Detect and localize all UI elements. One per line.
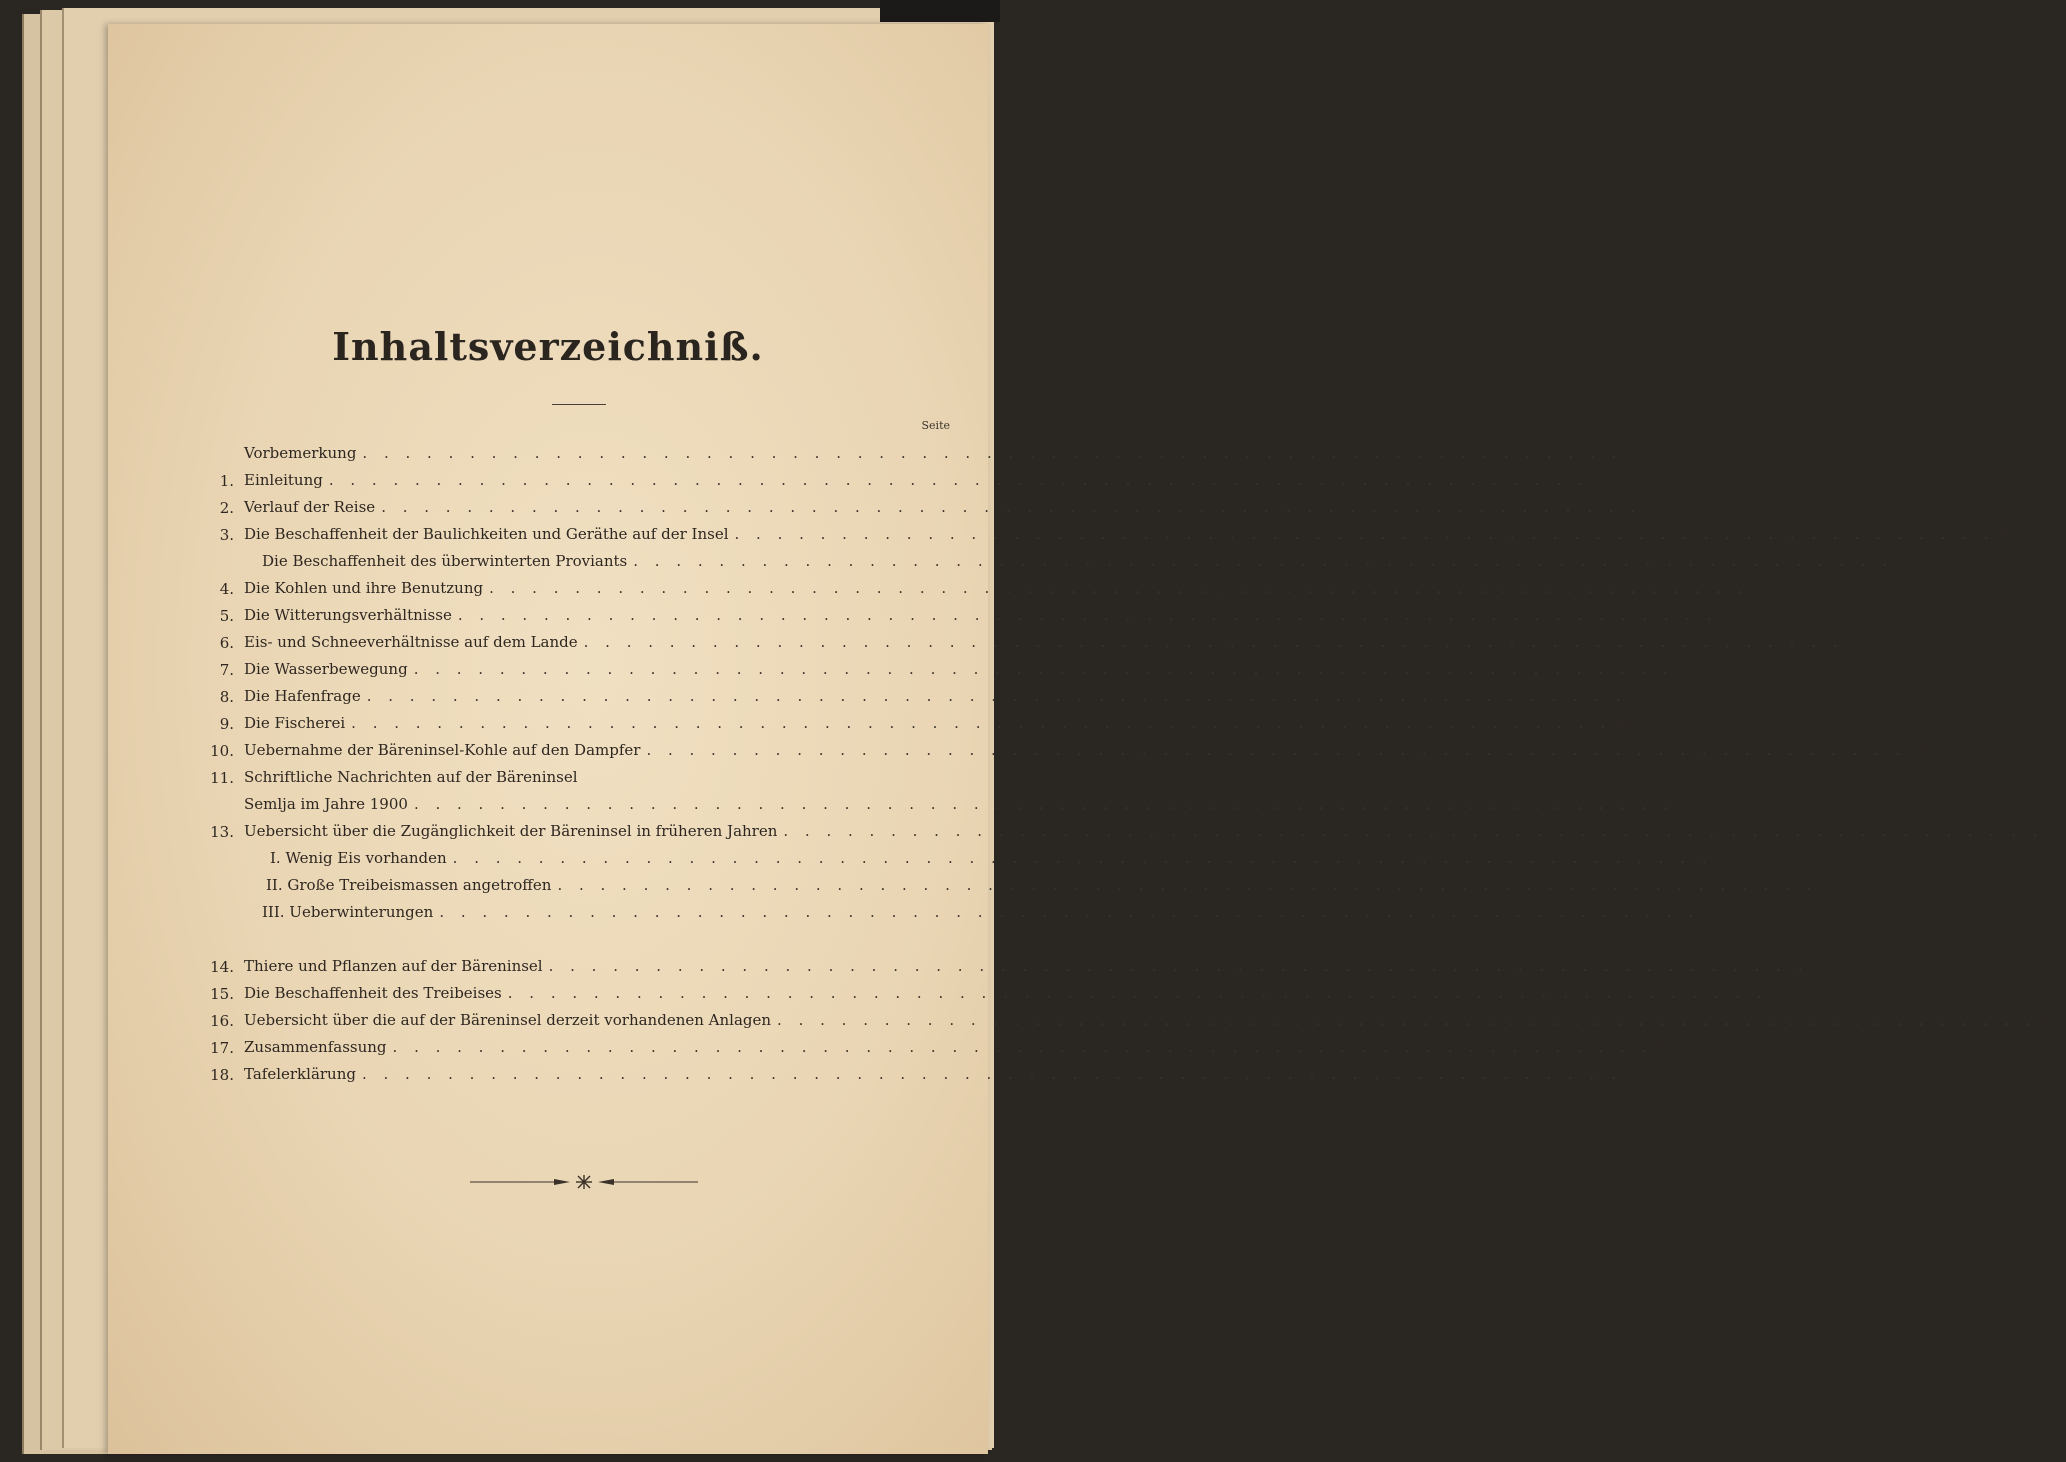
- leader-dots: . . . . . . . . . . . . . . . . . . . . . . . . . . . . . . . . . . . . . . . . . . . . . . . . . . . . . . . . . . .: [413, 660, 1674, 678]
- toc-entry-label: Die Fischerei: [244, 714, 346, 732]
- toc-entry: [244, 1038, 1676, 1064]
- leader-dots: . . . . . . . . . . . . . . . . . . . . . . . . . . . . . . . . . . . . . . . . . . . . . . . . . . . . . . . . . . .: [362, 444, 1623, 462]
- toc-entry-page: 24: [1615, 714, 1635, 732]
- toc-entry-label: Semlja im Jahre 1900: [244, 795, 408, 813]
- toc-entry-number: 7.: [219, 661, 234, 679]
- toc-subentry: [262, 903, 1723, 929]
- toc-entry-page: 47: [1625, 1065, 1645, 1083]
- toc-entry-page: 42: [1771, 984, 1791, 1002]
- toc-entry-page: 21: [1677, 660, 1697, 678]
- toc-subentry: [266, 876, 1841, 902]
- toc-entry-label: Vorbemerkung: [244, 444, 357, 462]
- leader-dots: . . . . . . . . . . . . . . . . . . . . . . . . . . . . . . . . . . . . . . . . . . . . . . . . . . . . . . . . . . .: [457, 606, 1718, 624]
- toc-entry: [244, 1011, 2061, 1037]
- toc-entry-page: 27: [1677, 795, 1697, 813]
- toc-entry-label: Eis- und Schneeverhältnisse auf dem Lande: [244, 633, 578, 651]
- toc-entry-number: 6.: [219, 634, 234, 652]
- leader-dots: . . . . . . . . . . . . . . . . . . . . . . . . . . . . . . . . . . . . . . . . . . . . . . . . . . . . . . . . . . .: [548, 957, 1809, 975]
- toc-entry-label: Die Kohlen und ihre Benutzung: [244, 579, 484, 597]
- toc-entry: [244, 822, 2066, 848]
- scan-border: [880, 0, 1000, 22]
- toc-entry: [244, 525, 2008, 551]
- toc-entry: [244, 984, 1791, 1010]
- toc-entry: [244, 444, 1636, 470]
- leader-dots: . . . . . . . . . . . . . . . . . . . . . . . . . . . . . . . . . . . . . . . . . . . . . . . . . . . . . . . . . . .: [381, 498, 1642, 516]
- toc-entry-page: 43: [2040, 1011, 2061, 1029]
- toc-entry-label: Uebernahme der Bäreninsel-Kohle auf den Dampfer: [244, 741, 641, 759]
- leader-dots: . . . . . . . . . . . . . . . . . . . . . . . . . . . . . . . . . . . . . . . . . . . . . . . . . . . . . . . . . . .: [413, 795, 1674, 813]
- toc-entry-number: 2.: [219, 499, 234, 517]
- toc-entry: [244, 714, 1635, 740]
- leader-dots: . . . . . . . . . . . . . . . . . . . . . . . . . . . . . . . . . . . . . . . . . . . . . . . . . . . . . . . . . . .: [392, 1038, 1653, 1056]
- toc-entry-page: 11: [1897, 552, 1917, 570]
- leader-dots: . . . . . . . . . . . . . . . . . . . . . . . . . . . . . . . . . . . . . . . . . . . . . . . . . . . . . . . . . . .: [452, 849, 1713, 867]
- leader-dots: . . . . . . . . . . . . . . . . . . . . . . . . . . . . . . . . . . . . . . . . . . . . . . . . . . . . . . . . . . .: [646, 741, 1907, 759]
- toc-entry: [244, 660, 1697, 686]
- toc-entry-number: 5.: [219, 607, 234, 625]
- toc-entry-page: 14: [1721, 606, 1741, 624]
- leader-dots: . . . . . . . . . . . . . . . . . . . . . . . . . . . . . . . . . . . . . . . . . . . . . . . . . . . . . . . . . . .: [361, 1065, 1622, 1083]
- toc-entry: [244, 606, 1741, 632]
- toc-entry-page: 31: [2047, 822, 2066, 840]
- leader-dots: . . . . . . . . . . . . . . . . . . . . . . . . . . . . . . . . . . . . . . . . . . . . . . . . . . . . . . . . . . .: [366, 687, 1627, 705]
- toc-entry-number: 17.: [210, 1039, 234, 1057]
- toc-entry-page: 20: [1847, 633, 1867, 651]
- toc-entry-number: 16.: [210, 1012, 234, 1030]
- leader-dots: . . . . . . . . . . . . . . . . . . . . . . . . . . . . . . . . . . . . . . . . . . . . . . . . . . . . . . . . . . .: [777, 1011, 2037, 1029]
- leader-dots: . . . . . . . . . . . . . . . . . . . . . . . . . . . . . . . . . . . . . . . . . . . . . . . . . . . . . . . . . . .: [557, 876, 1818, 894]
- toc-entry-label: Thiere und Pflanzen auf der Bäreninsel: [244, 957, 543, 975]
- toc-subentry: [270, 849, 1736, 875]
- toc-entry-label: Tafelerklärung: [244, 1065, 356, 1083]
- toc-entry-label: Die Beschaffenheit des Treibeises: [244, 984, 502, 1002]
- toc-entry-page: 31: [1716, 849, 1736, 867]
- book-page: [108, 24, 2066, 1454]
- toc-entry-label: Verlauf der Reise: [244, 498, 376, 516]
- leader-dots: . . . . . . . . . . . . . . . . . . . . . . . . . . . . . . . . . . . . . . . . . . . . . . . . . . . . . . . . . . .: [439, 903, 1700, 921]
- toc-entry-label: Die Wasserbewegung: [244, 660, 408, 678]
- toc-entry: [244, 498, 1655, 524]
- toc-entry: [244, 957, 1832, 983]
- toc-entry: [244, 633, 1867, 659]
- leader-dots: . . . . . . . . . . . . . . . . . . . . . . . . . . . . . . . . . . . . . . . . . . . . . . . . . . . . . . . . . . .: [507, 984, 1768, 1002]
- toc-entry-page: 33: [1821, 876, 1841, 894]
- toc-entry-page: 9: [1998, 525, 2008, 543]
- toc-entry-page: 12: [1752, 579, 1773, 597]
- toc-entry: [244, 687, 1650, 713]
- toc-entry: [262, 552, 1917, 578]
- toc-entry-page: 24: [1630, 687, 1650, 705]
- toc-entry-label: Die Beschaffenheit des überwinterten Proviants: [262, 552, 628, 570]
- page-title: Inhaltsverzeichniß.: [332, 324, 764, 369]
- toc-entry-label: II. Große Treibeismassen angetroffen: [266, 876, 552, 894]
- toc-entry-number: 11.: [210, 769, 234, 787]
- toc-entry-page: 25: [1910, 741, 1930, 759]
- leader-dots: . . . . . . . . . . . . . . . . . . . . . . . . . . . . . . . . . . . . . . . . . . . . . . . . . . . . . . . . . . .: [783, 822, 2044, 840]
- toc-entry: [244, 768, 952, 794]
- toc-entry: [244, 741, 1930, 767]
- toc-entry-label: Uebersicht über die auf der Bäreninsel derzeit vorhandenen Anlagen: [244, 1011, 772, 1029]
- toc-entry-page: 4: [1592, 471, 1603, 489]
- leader-dots: . . . . . . . . . . . . . . . . . . . . . . . . . . . . . . . . . . . . . . . . . . . . . . . . . . . . . . . . . . .: [633, 552, 1894, 570]
- leader-dots: . . . . . . . . . . . . . . . . . . . . . . . . . . . . . . . . . . . . . . . . . . . . . . . . . . . . . . . . . . .: [489, 579, 1749, 597]
- leader-dots: . . . . . . . . . . . . . . . . . . . . . . . . . . . . . . . . . . . . . . . . . . . . . . . . . . . . . . . . . . .: [328, 471, 1589, 489]
- title-rule: [552, 404, 606, 405]
- toc-entry: [244, 1065, 1645, 1091]
- leader-dots: . . . . . . . . . . . . . . . . . . . . . . . . . . . . . . . . . . . . . . . . . . . . . . . . . . . . . . . . . . .: [734, 525, 1995, 543]
- toc-entry-label: Die Hafenfrage: [244, 687, 361, 705]
- toc-entry-label: Uebersicht über die Zugänglichkeit der Bäreninsel in früheren Jahren: [244, 822, 778, 840]
- toc-entry-label: III. Ueberwinterungen: [262, 903, 434, 921]
- toc-entry: [244, 795, 1697, 821]
- toc-entry-page: 44: [1656, 1038, 1676, 1056]
- toc-entry-page: 3: [1626, 444, 1636, 462]
- toc-entry-page: 6: [1645, 498, 1655, 516]
- leader-dots: . . . . . . . . . . . . . . . . . . . . . . . . . . . . . . . . . . . . . . . . . . . . . . . . . . . . . . . . . . .: [583, 633, 1844, 651]
- toc-entry-number: 10.: [210, 742, 234, 760]
- toc-entry-number: 8.: [219, 688, 234, 706]
- ornament-divider-icon: [470, 1172, 698, 1192]
- toc-entry-number: 15.: [210, 985, 234, 1003]
- toc-entry-number: 4.: [219, 580, 234, 598]
- page-column-label: Seite: [921, 419, 950, 432]
- toc-entry-page: 34: [1703, 903, 1723, 921]
- toc-entry-number: 1.: [219, 472, 234, 490]
- toc-entry-label: Einleitung: [244, 471, 323, 489]
- toc-entry-label: Die Witterungsverhältnisse: [244, 606, 452, 624]
- toc-entry-label: I. Wenig Eis vorhanden: [270, 849, 447, 867]
- toc-entry-label: Schriftliche Nachrichten auf der Bäreninsel: [244, 768, 578, 786]
- toc-entry-label: Zusammenfassung: [244, 1038, 387, 1056]
- toc-entry-number: 18.: [210, 1066, 234, 1084]
- toc-entry-number: 9.: [219, 715, 234, 733]
- leader-dots: . . . . . . . . . . . . . . . . . . . . . . . . . . . . . . . . . . . . . . . . . . . . . . . . . . . . . . . . . . .: [351, 714, 1612, 732]
- toc-entry: [244, 471, 1603, 497]
- toc-entry-number: 3.: [219, 526, 234, 544]
- toc-entry-number: 13.: [210, 823, 234, 841]
- toc-entry-label: Die Beschaffenheit der Baulichkeiten und Geräthe auf der Insel: [244, 525, 729, 543]
- toc-entry-number: 14.: [210, 958, 234, 976]
- toc-entry-page: 37: [1812, 957, 1832, 975]
- toc-entry: [244, 579, 1773, 605]
